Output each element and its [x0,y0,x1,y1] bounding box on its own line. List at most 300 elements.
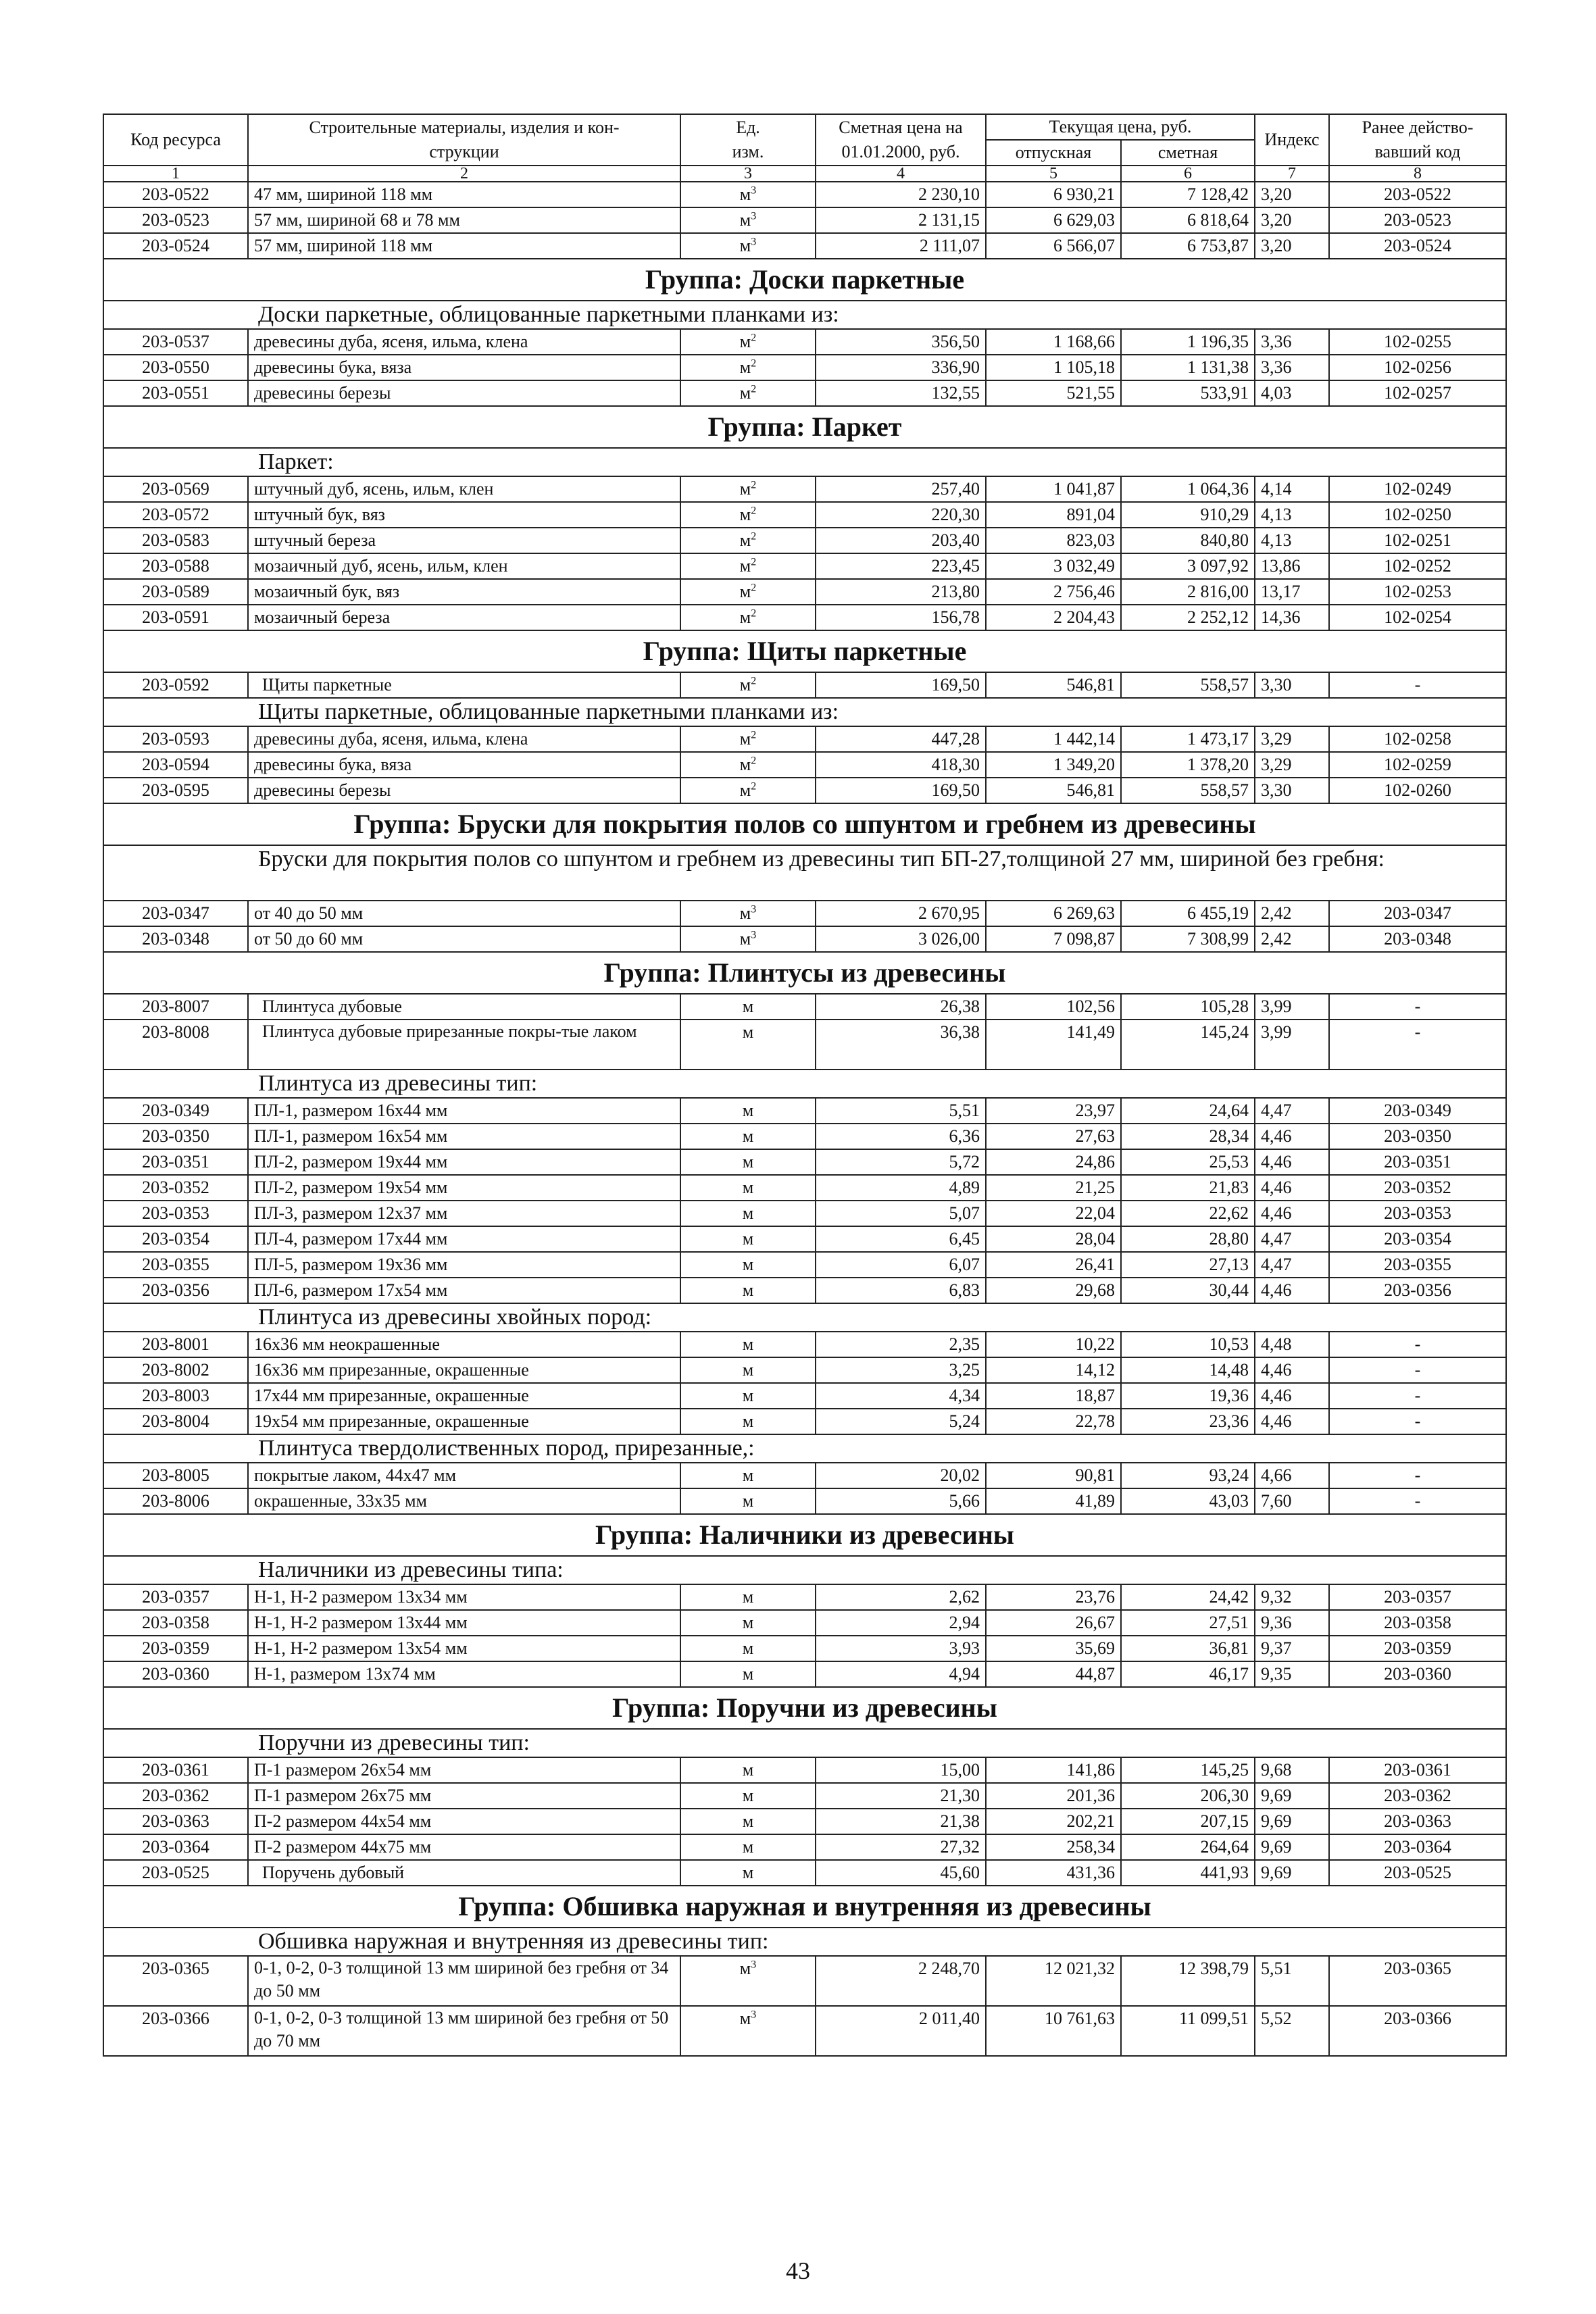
material-name: Щиты паркетные [248,672,680,698]
material-name: ПЛ-6, размером 17х54 мм [248,1278,680,1303]
table-row [103,672,1506,698]
unit-cell [680,926,816,952]
table-row [103,726,1506,752]
resource-code: 203-0353 [103,1201,248,1226]
resource-code: 203-8002 [103,1357,248,1383]
resource-code: 203-8003 [103,1383,248,1409]
estimate-price: 43,03 [1121,1488,1255,1514]
estimate-price: 206,30 [1121,1783,1255,1809]
base-price: 6,83 [816,1278,986,1303]
table-row [103,1488,1506,1514]
resource-code: 203-0593 [103,726,248,752]
sale-price: 6 269,63 [986,901,1121,926]
subgroup-text: Наличники из древесины типа: [258,1557,564,1582]
unit-cell [680,1956,816,2006]
previous-code: 203-0362 [1329,1783,1506,1809]
material-name: 0-1, 0-2, 0-3 толщиной 13 мм шириной без гребня от 50 до 70 мм [248,2006,680,2056]
unit-label: м [739,556,751,576]
previous-code: - [1329,1488,1506,1514]
unit-cell [680,502,816,528]
unit-label: м [739,236,751,255]
previous-code: 102-0251 [1329,528,1506,553]
estimate-price: 12 398,79 [1121,1956,1255,2006]
unit-exponent: 2 [751,479,757,491]
unit-label: м [742,1101,754,1120]
resource-code: 203-0525 [103,1860,248,1886]
unit-label: м [742,1811,754,1831]
material-name: 19х54 мм прирезанные, окрашенные [248,1409,680,1434]
unit-label: м [742,1360,754,1380]
material-name: древесины дуба, ясеня, ильма, клена [248,726,680,752]
material-name: ПЛ-1, размером 16х54 мм [248,1124,680,1149]
price-index: 3,29 [1255,752,1329,778]
sale-price: 2 756,46 [986,579,1121,605]
estimate-price: 145,24 [1121,1020,1255,1070]
previous-code: 203-0363 [1329,1809,1506,1834]
table-row [103,2006,1506,2056]
unit-cell [680,1226,816,1252]
unit-exponent: 2 [751,755,757,767]
col-num: 6 [1121,166,1255,182]
table-row [103,1020,1506,1070]
table-row [103,528,1506,553]
base-price: 447,28 [816,726,986,752]
previous-code: 102-0253 [1329,579,1506,605]
table-row [103,233,1506,259]
previous-code: 102-0259 [1329,752,1506,778]
resource-code: 203-8001 [103,1332,248,1357]
resource-code: 203-0588 [103,553,248,579]
estimate-price: 23,36 [1121,1409,1255,1434]
estimate-price: 105,28 [1121,994,1255,1020]
base-price: 4,89 [816,1175,986,1201]
group-title-row [103,630,1506,672]
unit-cell [680,1332,816,1357]
unit-cell [680,1636,816,1661]
price-index: 7,60 [1255,1488,1329,1514]
previous-code: 203-0355 [1329,1252,1506,1278]
subgroup-text: Паркет: [258,449,334,474]
material-name: древесины березы [248,778,680,803]
base-price: 4,94 [816,1661,986,1687]
price-index: 4,13 [1255,502,1329,528]
estimate-price: 7 308,99 [1121,926,1255,952]
previous-code: 203-0365 [1329,1956,1506,2006]
unit-label: м [742,1638,754,1658]
base-price: 418,30 [816,752,986,778]
subgroup-caption [103,1434,1506,1463]
unit-cell [680,528,816,553]
table-row [103,182,1506,207]
unit-cell [680,901,816,926]
table-row [103,553,1506,579]
resource-code: 203-8004 [103,1409,248,1434]
unit-cell [680,1252,816,1278]
unit-cell [680,1098,816,1124]
table-row [103,1463,1506,1488]
header-current-price: Текущая цена, руб. [986,114,1255,140]
estimate-price: 46,17 [1121,1661,1255,1687]
group-title: Группа: Бруски для покрытия полов со шпунтом и гребнем из древесины [103,803,1506,845]
unit-cell [680,1661,816,1687]
price-index: 3,20 [1255,182,1329,207]
base-price: 5,51 [816,1098,986,1124]
price-index: 4,46 [1255,1383,1329,1409]
material-name: мозаичный бук, вяз [248,579,680,605]
unit-label: м [742,1613,754,1632]
sale-price: 90,81 [986,1463,1121,1488]
previous-code: - [1329,672,1506,698]
resource-code: 203-0589 [103,579,248,605]
sale-price: 431,36 [986,1860,1121,1886]
resource-code: 203-0365 [103,1956,248,2006]
header-material [248,114,680,166]
table-row [103,355,1506,380]
subgroup-caption [103,1556,1506,1584]
estimate-price: 36,81 [1121,1636,1255,1661]
price-index: 3,30 [1255,778,1329,803]
unit-label: м [739,505,751,524]
material-name: ПЛ-3, размером 12х37 мм [248,1201,680,1226]
previous-code: 203-0348 [1329,926,1506,952]
estimate-price: 558,57 [1121,778,1255,803]
base-price: 5,72 [816,1149,986,1175]
previous-code: 203-0356 [1329,1278,1506,1303]
table-row [103,502,1506,528]
subgroup-text: Щиты паркетные, облицованные паркетными планками из: [258,699,839,724]
previous-code: 102-0249 [1329,476,1506,502]
base-price: 2,62 [816,1584,986,1610]
price-index: 13,86 [1255,553,1329,579]
sale-price: 141,86 [986,1757,1121,1783]
previous-code: - [1329,1409,1506,1434]
previous-code: 102-0258 [1329,726,1506,752]
header-index: Индекс [1255,114,1329,166]
material-name: древесины березы [248,380,680,406]
sale-price: 521,55 [986,380,1121,406]
base-price: 3,93 [816,1636,986,1661]
price-index: 4,47 [1255,1252,1329,1278]
sale-price: 6 629,03 [986,207,1121,233]
estimate-price: 1 064,36 [1121,476,1255,502]
resource-code: 203-8006 [103,1488,248,1514]
price-index: 9,36 [1255,1610,1329,1636]
unit-cell [680,233,816,259]
sale-price: 44,87 [986,1661,1121,1687]
subgroup-row [103,1556,1506,1584]
resource-code: 203-0355 [103,1252,248,1278]
previous-code: 203-0352 [1329,1175,1506,1201]
base-price: 203,40 [816,528,986,553]
base-price: 2 248,70 [816,1956,986,2006]
resource-code: 203-0354 [103,1226,248,1252]
previous-code: 203-0347 [1329,901,1506,926]
unit-cell [680,329,816,355]
base-price: 2 230,10 [816,182,986,207]
unit-cell [680,1278,816,1303]
subgroup-row [103,1928,1506,1956]
base-price: 257,40 [816,476,986,502]
unit-exponent: 2 [751,556,757,568]
unit-label: м [739,357,751,377]
table-row [103,926,1506,952]
previous-code: 203-0358 [1329,1610,1506,1636]
estimate-price: 441,93 [1121,1860,1255,1886]
estimate-price: 25,53 [1121,1149,1255,1175]
subgroup-text: Поручни из древесины тип: [258,1730,530,1755]
unit-cell [680,1175,816,1201]
subgroup-row [103,448,1506,476]
header-sale-price: отпускная [986,140,1121,166]
price-index: 9,32 [1255,1584,1329,1610]
subgroup-caption [103,1303,1506,1332]
base-price: 15,00 [816,1757,986,1783]
resource-code: 203-0363 [103,1809,248,1834]
table-row [103,1278,1506,1303]
estimate-price: 28,80 [1121,1226,1255,1252]
base-price: 5,24 [816,1409,986,1434]
table-row [103,1383,1506,1409]
material-name: Н-1, Н-2 размером 13х44 мм [248,1610,680,1636]
unit-label: м [742,1022,754,1042]
unit-label: м [739,675,751,695]
material-name: окрашенные, 33х35 мм [248,1488,680,1514]
estimate-price: 21,83 [1121,1175,1255,1201]
page-number: 43 [786,2257,810,2284]
estimate-price: 19,36 [1121,1383,1255,1409]
group-title: Группа: Паркет [103,406,1506,448]
material-name: 16х36 мм неокрашенные [248,1332,680,1357]
price-index: 9,37 [1255,1636,1329,1661]
price-sheet [103,114,1505,2057]
material-name: ПЛ-1, размером 16х44 мм [248,1098,680,1124]
estimate-price: 1 473,17 [1121,726,1255,752]
header-base-line2: 01.01.2000, руб. [841,142,960,161]
unit-cell [680,1860,816,1886]
unit-cell [680,752,816,778]
col-num: 8 [1329,166,1506,182]
sale-price: 6 566,07 [986,233,1121,259]
sale-price: 891,04 [986,502,1121,528]
resource-code: 203-8005 [103,1463,248,1488]
base-price: 20,02 [816,1463,986,1488]
unit-cell [680,1757,816,1783]
estimate-price: 10,53 [1121,1332,1255,1357]
estimate-price: 24,64 [1121,1098,1255,1124]
price-index: 2,42 [1255,901,1329,926]
base-price: 21,38 [816,1809,986,1834]
unit-cell [680,1809,816,1834]
unit-exponent: 3 [751,903,757,915]
base-price: 2,94 [816,1610,986,1636]
estimate-price: 1 196,35 [1121,329,1255,355]
table-row [103,1610,1506,1636]
table-header [103,114,1506,182]
price-index: 3,36 [1255,329,1329,355]
unit-label: м [739,755,751,774]
unit-exponent: 3 [751,210,757,222]
price-index: 4,48 [1255,1332,1329,1357]
base-price: 169,50 [816,672,986,698]
estimate-price: 145,25 [1121,1757,1255,1783]
resource-code: 203-0551 [103,380,248,406]
resource-code: 203-0366 [103,2006,248,2056]
material-name: Плинтуса дубовые прирезанные покры-тые лаком [248,1020,680,1070]
table-row [103,1757,1506,1783]
estimate-price: 1 131,38 [1121,355,1255,380]
header-numbers [103,166,1506,182]
subgroup-text: Плинтуса твердолиственных пород, прирезанные,: [258,1436,755,1461]
unit-exponent: 2 [751,530,757,543]
material-name: 57 мм, шириной 68 и 78 мм [248,207,680,233]
unit-cell [680,1584,816,1610]
header-material-line2: струкции [429,142,499,161]
unit-label: м [739,903,751,923]
unit-cell [680,1201,816,1226]
estimate-price: 14,48 [1121,1357,1255,1383]
subgroup-text: Обшивка наружная и внутренняя из древесины тип: [258,1929,769,1954]
material-name: П-2 размером 44х54 мм [248,1809,680,1834]
material-name: П-2 размером 44х75 мм [248,1834,680,1860]
sale-price: 21,25 [986,1175,1121,1201]
subgroup-row [103,1729,1506,1757]
material-name: ПЛ-2, размером 19х54 мм [248,1175,680,1201]
base-price: 356,50 [816,329,986,355]
resource-code: 203-0350 [103,1124,248,1149]
price-index: 3,20 [1255,233,1329,259]
sale-price: 6 930,21 [986,182,1121,207]
table-row [103,1809,1506,1834]
unit-label: м [742,1203,754,1223]
price-index: 4,66 [1255,1463,1329,1488]
resource-code: 203-0357 [103,1584,248,1610]
resource-code: 203-0572 [103,502,248,528]
resource-code: 203-0595 [103,778,248,803]
previous-code: 203-0522 [1329,182,1506,207]
subgroup-caption [103,698,1506,726]
previous-code: - [1329,1332,1506,1357]
material-name: от 50 до 60 мм [248,926,680,952]
material-name: древесины дуба, ясеня, ильма, клена [248,329,680,355]
unit-cell [680,1463,816,1488]
unit-exponent: 2 [751,505,757,517]
unit-label: м [739,479,751,499]
header-unit-line1: Ед. [736,118,760,137]
estimate-price: 6 455,19 [1121,901,1255,926]
resource-code: 203-0537 [103,329,248,355]
sale-price: 141,49 [986,1020,1121,1070]
group-title: Группа: Доски паркетные [103,259,1506,301]
group-title-row [103,952,1506,994]
material-name: 17х44 мм прирезанные, окрашенные [248,1383,680,1409]
sale-price: 22,78 [986,1409,1121,1434]
price-index: 9,35 [1255,1661,1329,1687]
base-price: 26,38 [816,994,986,1020]
resource-code: 203-0351 [103,1149,248,1175]
price-index: 14,36 [1255,605,1329,630]
estimate-price: 93,24 [1121,1463,1255,1488]
material-name: Н-1, Н-2 размером 13х54 мм [248,1636,680,1661]
unit-label: м [742,1280,754,1300]
price-index: 4,46 [1255,1278,1329,1303]
table-row [103,1661,1506,1687]
unit-exponent: 2 [751,607,757,620]
estimate-price: 1 378,20 [1121,752,1255,778]
base-price: 5,66 [816,1488,986,1514]
unit-cell [680,605,816,630]
estimate-price: 7 128,42 [1121,182,1255,207]
material-name: мозаичный береза [248,605,680,630]
base-price: 2 131,15 [816,207,986,233]
table-row [103,1409,1506,1434]
previous-code: 203-0364 [1329,1834,1506,1860]
unit-cell [680,553,816,579]
price-index: 9,69 [1255,1783,1329,1809]
group-title: Группа: Плинтусы из древесины [103,952,1506,994]
material-name: покрытые лаком, 44х47 мм [248,1463,680,1488]
unit-cell [680,1357,816,1383]
sale-price: 258,34 [986,1834,1121,1860]
price-index: 5,51 [1255,1956,1329,2006]
price-index: 4,03 [1255,380,1329,406]
resource-code: 203-0522 [103,182,248,207]
previous-code: 102-0260 [1329,778,1506,803]
unit-label: м [739,332,751,351]
price-index: 3,20 [1255,207,1329,233]
estimate-price: 207,15 [1121,1809,1255,1834]
unit-cell [680,1124,816,1149]
sale-price: 23,76 [986,1584,1121,1610]
unit-label: м [742,1837,754,1857]
base-price: 6,36 [816,1124,986,1149]
table-row [103,380,1506,406]
header-unit [680,114,816,166]
unit-label: м [742,1229,754,1249]
previous-code: - [1329,1383,1506,1409]
unit-label: м [742,1386,754,1405]
price-table [103,114,1507,2057]
estimate-price: 840,80 [1121,528,1255,553]
unit-exponent: 2 [751,332,757,344]
unit-cell [680,672,816,698]
table-row [103,901,1506,926]
unit-cell [680,1834,816,1860]
unit-exponent: 3 [751,2009,757,2021]
resource-code: 203-0361 [103,1757,248,1783]
header-material-line1: Строительные материалы, изделия и кон- [309,118,620,137]
col-num: 4 [816,166,986,182]
group-title-row [103,803,1506,845]
previous-code: 203-0366 [1329,2006,1506,2056]
unit-label: м [742,1664,754,1684]
estimate-price: 11 099,51 [1121,2006,1255,2056]
sale-price: 1 105,18 [986,355,1121,380]
unit-exponent: 3 [751,184,757,197]
base-price: 169,50 [816,778,986,803]
price-index: 4,46 [1255,1409,1329,1434]
estimate-price: 910,29 [1121,502,1255,528]
unit-label: м [739,607,751,627]
sale-price: 26,67 [986,1610,1121,1636]
unit-cell [680,579,816,605]
table-row [103,1584,1506,1610]
base-price: 2 670,95 [816,901,986,926]
unit-exponent: 2 [751,582,757,594]
base-price: 5,07 [816,1201,986,1226]
resource-code: 203-0360 [103,1661,248,1687]
sale-price: 10,22 [986,1332,1121,1357]
base-price: 213,80 [816,579,986,605]
